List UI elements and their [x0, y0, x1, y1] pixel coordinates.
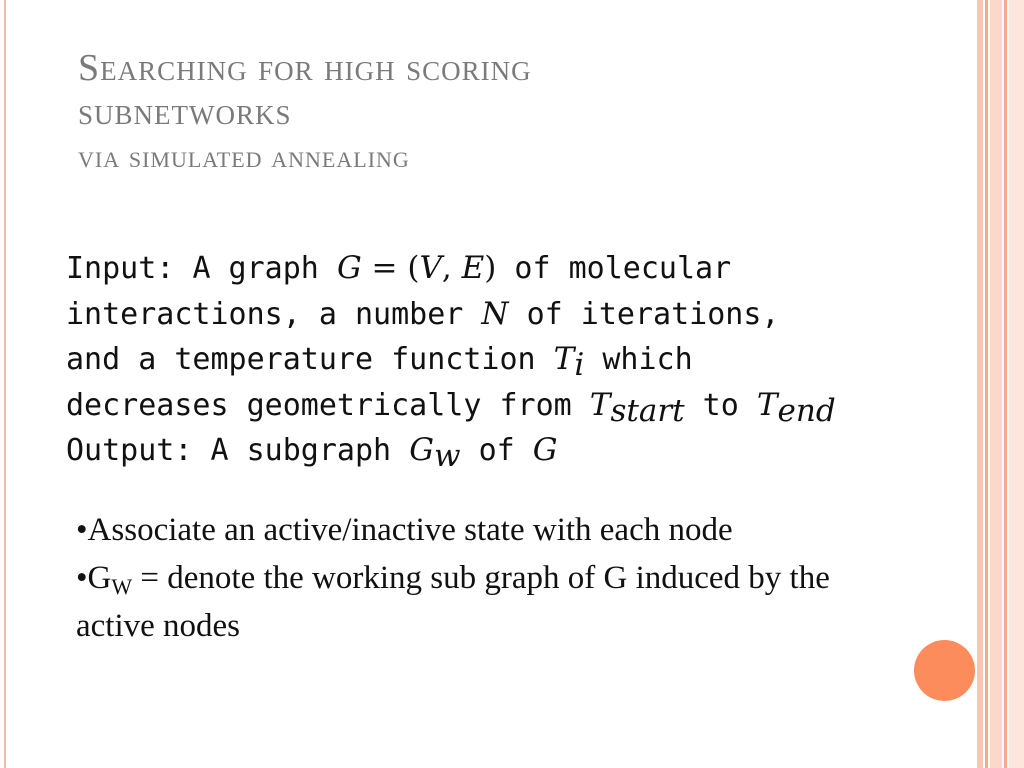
math-symbol: V — [419, 250, 442, 286]
title-line-2: subnetworks — [78, 91, 292, 133]
input-label: Input: — [66, 251, 175, 286]
output-label: Output: — [66, 433, 193, 468]
bullet-item: •Associate an active/inactive state with each node — [76, 512, 733, 548]
math-subscript: end — [777, 392, 836, 429]
bullet-text: •G — [76, 560, 112, 596]
right-stripe — [985, 0, 988, 768]
slide-title — [78, 46, 938, 176]
math-symbol: ) — [484, 250, 497, 286]
math-symbol: G — [409, 432, 434, 468]
algorithm-line — [66, 292, 966, 338]
algorithm-line — [66, 383, 966, 429]
algorithm-line — [66, 337, 966, 383]
algorithm-line — [66, 428, 966, 474]
orange-dot-decoration — [914, 640, 975, 701]
right-stripe — [977, 0, 983, 768]
algorithm-line — [66, 246, 966, 292]
math-symbol: T — [589, 386, 611, 423]
math-subscript: i — [574, 347, 585, 383]
algo-text: A subgraph — [210, 433, 392, 468]
math-symbol: E — [461, 250, 485, 286]
bullet-list — [76, 506, 856, 650]
math-subscript: start — [610, 392, 685, 429]
bullet-item — [76, 554, 856, 650]
math-symbol: T — [553, 341, 575, 377]
math-symbol: N — [481, 295, 509, 332]
math-symbol: G — [532, 432, 558, 468]
algo-text: decreases geometrically from — [66, 387, 572, 423]
algo-text: of — [478, 433, 515, 468]
right-stripe — [1004, 0, 1007, 768]
math-symbol: , — [441, 250, 462, 286]
math-subscript: w — [433, 438, 461, 474]
algo-text: which — [602, 342, 693, 377]
algo-text: to — [702, 387, 739, 423]
algo-text: interactions, a number — [66, 296, 464, 332]
algo-text: and a temperature function — [66, 342, 536, 377]
algo-text: A graph — [192, 251, 319, 286]
right-stripe — [1009, 0, 1024, 768]
right-stripe — [990, 0, 1002, 768]
algo-text: of iterations, — [526, 296, 780, 332]
title-line-1: Searching for high scoring — [78, 47, 532, 89]
math-symbol: G — [336, 250, 362, 286]
math-symbol: = ( — [361, 250, 420, 286]
title-subtitle: via simulated annealing — [78, 139, 410, 174]
algo-text: of molecular — [514, 251, 732, 286]
bullet-text: = denote the working sub graph of G induced by the active nodes — [76, 560, 830, 644]
bullet-subscript: W — [111, 574, 133, 599]
math-symbol: T — [756, 386, 778, 423]
algorithm-block — [66, 246, 966, 474]
left-border — [4, 0, 6, 768]
